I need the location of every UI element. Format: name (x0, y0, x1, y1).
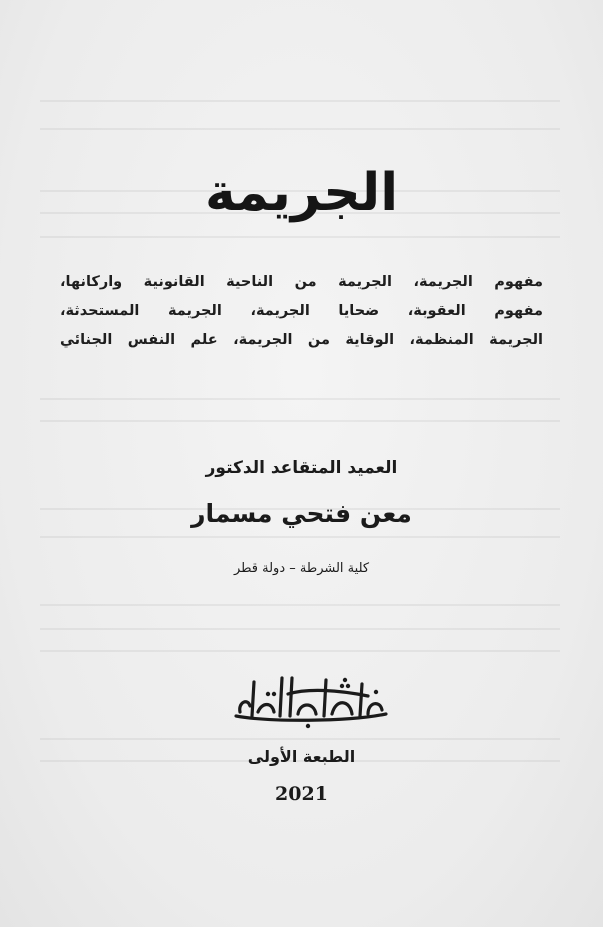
author-affiliation: كلية الشرطة – دولة قطر (233, 561, 370, 576)
publisher-logo (228, 672, 394, 730)
show-through-line (40, 738, 560, 740)
show-through-line (40, 650, 560, 652)
subtitle-line: الجريمة المنظمة، الوقاية من الجريمة، علم النفس الجنائي (60, 332, 543, 348)
show-through-line (40, 420, 560, 422)
author-rank: العميد المتقاعد الدكتور (205, 458, 398, 478)
show-through-line (40, 128, 560, 130)
book-title: الجريمة (204, 163, 399, 223)
subtitle-line: مفهوم العقوبة، ضحايا الجريمة، الجريمة المستحدثة، (60, 303, 543, 319)
show-through-line (40, 536, 560, 538)
author-name: معن فتحي مسمار (191, 499, 412, 528)
subtitle-line: مفهوم الجريمة، الجريمة من الناحية القانونية واركانها، (60, 274, 543, 290)
edition-label: الطبعة الأولى (247, 747, 356, 766)
show-through-line (40, 604, 560, 606)
show-through-line (40, 628, 560, 630)
publication-year: 2021 (275, 783, 328, 805)
book-subtitle (60, 268, 543, 355)
show-through-line (40, 398, 560, 400)
show-through-line (40, 236, 560, 238)
show-through-line (40, 100, 560, 102)
